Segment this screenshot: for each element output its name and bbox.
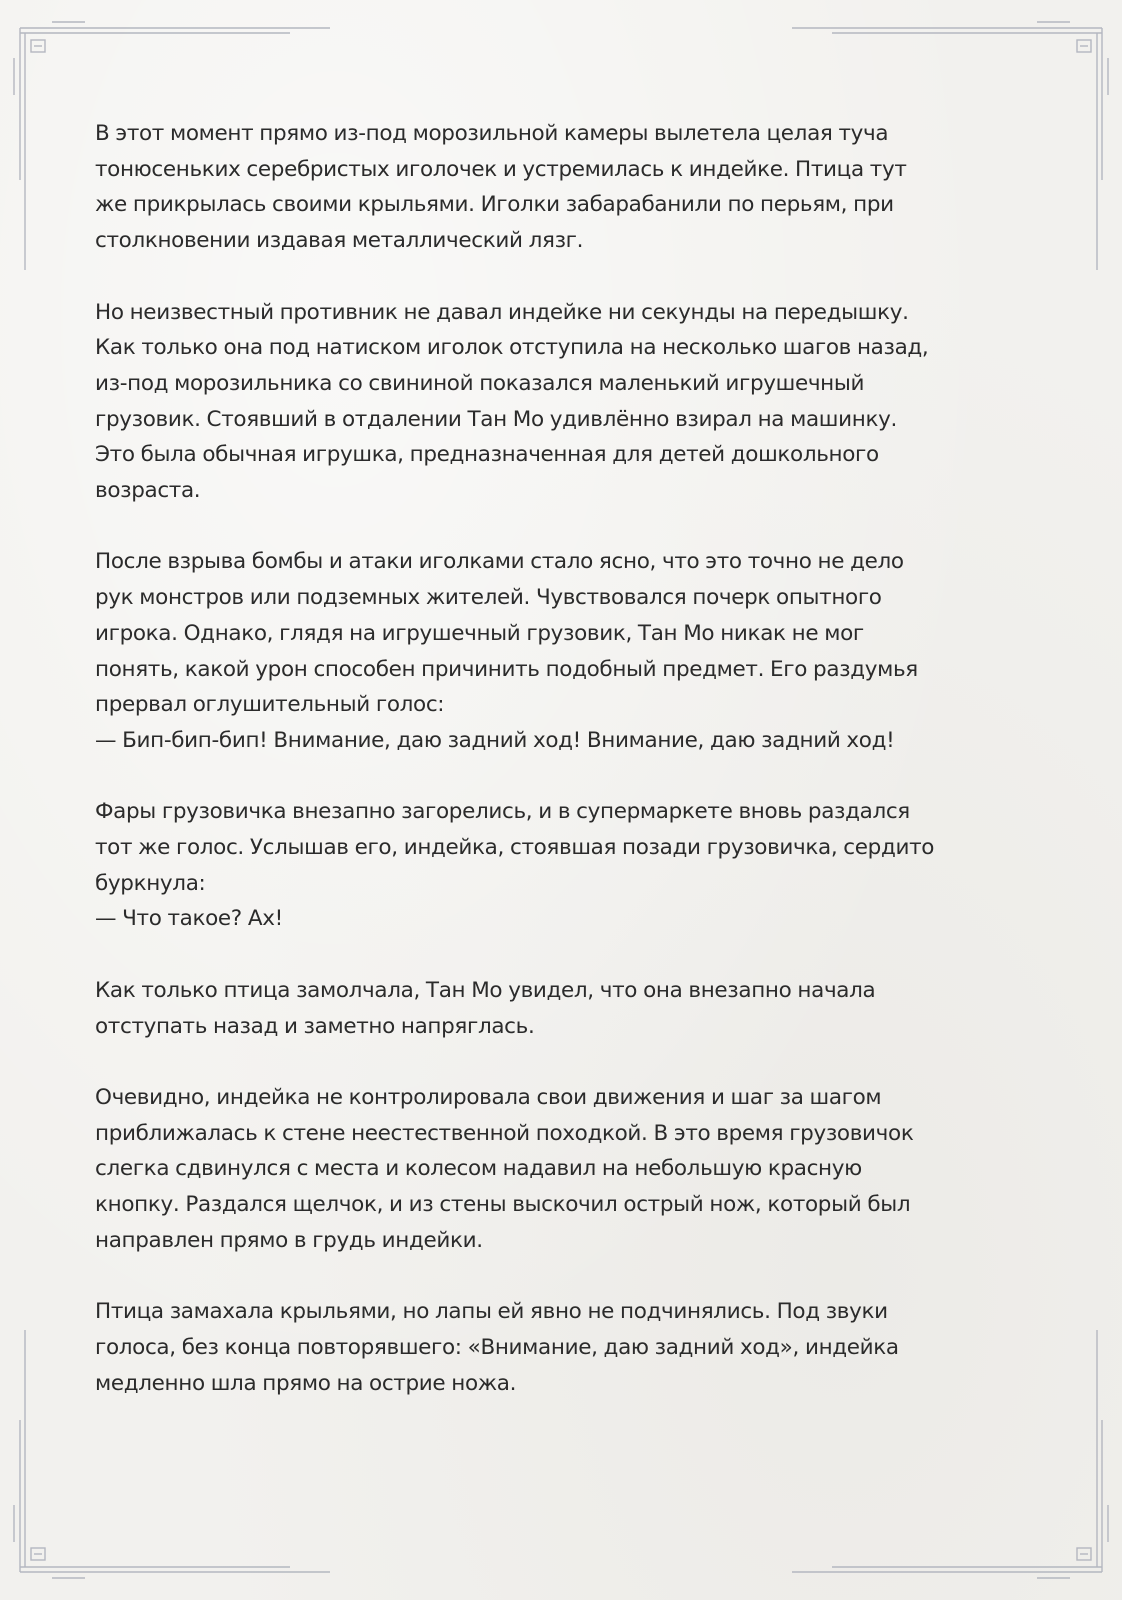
text-line: Как только она под натиском иголок отступила на несколько шагов назад, [95, 335, 929, 361]
dialogue-line: — Бип-бип-бип! Внимание, даю задний ход! Внимание, даю задний ход! [95, 727, 895, 753]
text-line: тонюсенькиx серебристых иголочек и устремилась к индейке. Птица тут [95, 156, 907, 182]
text-line: медленно шла прямо на острие ножа. [95, 1370, 517, 1396]
text-line: рук монстров или подземных жителей. Чувствовался почерк опытного [95, 585, 882, 611]
text-line: же прикрылась своими крыльями. Иголки забарабанили по перьям, при [95, 192, 894, 218]
text-line: отступать назад и заметно напряглась. [95, 1013, 535, 1039]
dialogue-line: — Что такое? Ах! [95, 906, 283, 932]
text-line: В этот момент прямо из-под морозильной камеры вылетела целая туча [95, 121, 889, 146]
paragraph-3 [95, 544, 1025, 758]
text-line: грузовик. Стоявший в отдалении Тан Мо удивлённо взирал на машинку. [95, 406, 897, 432]
paragraph-1 [95, 116, 1025, 259]
text-line: кнопку. Раздался щелчок, и из стены выскочил острый нож, который был [95, 1192, 911, 1218]
text-line: приближалась к стене неестественной походкой. В это время грузовичок [95, 1120, 914, 1146]
text-line: Очевидно, индейка не контролировала свои движения и шаг за шагом [95, 1084, 882, 1110]
paragraph-2 [95, 295, 1025, 509]
text-line: Это была обычная игрушка, предназначенная для детей дошкольного [95, 442, 879, 468]
text-line: прервал оглушительный голос: [95, 692, 445, 718]
text-line: направлен прямо в грудь индейки. [95, 1227, 483, 1253]
text-line: Фары грузовичка внезапно загорелись, и в супермаркете вновь раздался [95, 799, 910, 825]
paragraph-6 [95, 1080, 1025, 1259]
text-line: После взрыва бомбы и атаки иголками стало ясно, что это точно не дело [95, 549, 904, 575]
text-line: из-под морозильника со свининой показался маленький игрушечный [95, 370, 865, 396]
text-line: Как только птица замолчала, Тан Мо увидел, что она внезапно начала [95, 977, 876, 1003]
text-line: буркнула: [95, 870, 206, 896]
paragraph-7 [95, 1294, 1025, 1401]
text-line: Птица замахала крыльями, но лапы ей явно не подчинялись. Под звуки [95, 1299, 888, 1325]
document-body [95, 116, 1025, 1437]
paragraph-5 [95, 973, 1025, 1044]
text-line: Но неизвестный противник не давал индейке ни секунды на передышку. [95, 299, 909, 325]
text-line: слегка сдвинулся с места и колесом надавил на небольшую красную [95, 1156, 862, 1182]
text-line: тот же голос. Услышав его, индейка, стоявшая позади грузовичка, сердито [95, 835, 935, 861]
text-line: игрока. Однако, глядя на игрушечный грузовик, Тан Мо никак не мог [95, 620, 864, 646]
text-line: понять, какой урон способен причинить подобный предмет. Его раздумья [95, 656, 918, 682]
paragraph-4 [95, 794, 1025, 937]
text-line: столкновении издавая металлический лязг. [95, 228, 584, 254]
text-line: возраста. [95, 478, 201, 504]
text-line: голоса, без конца повторявшего: «Внимание, даю задний ход», индейка [95, 1334, 899, 1360]
